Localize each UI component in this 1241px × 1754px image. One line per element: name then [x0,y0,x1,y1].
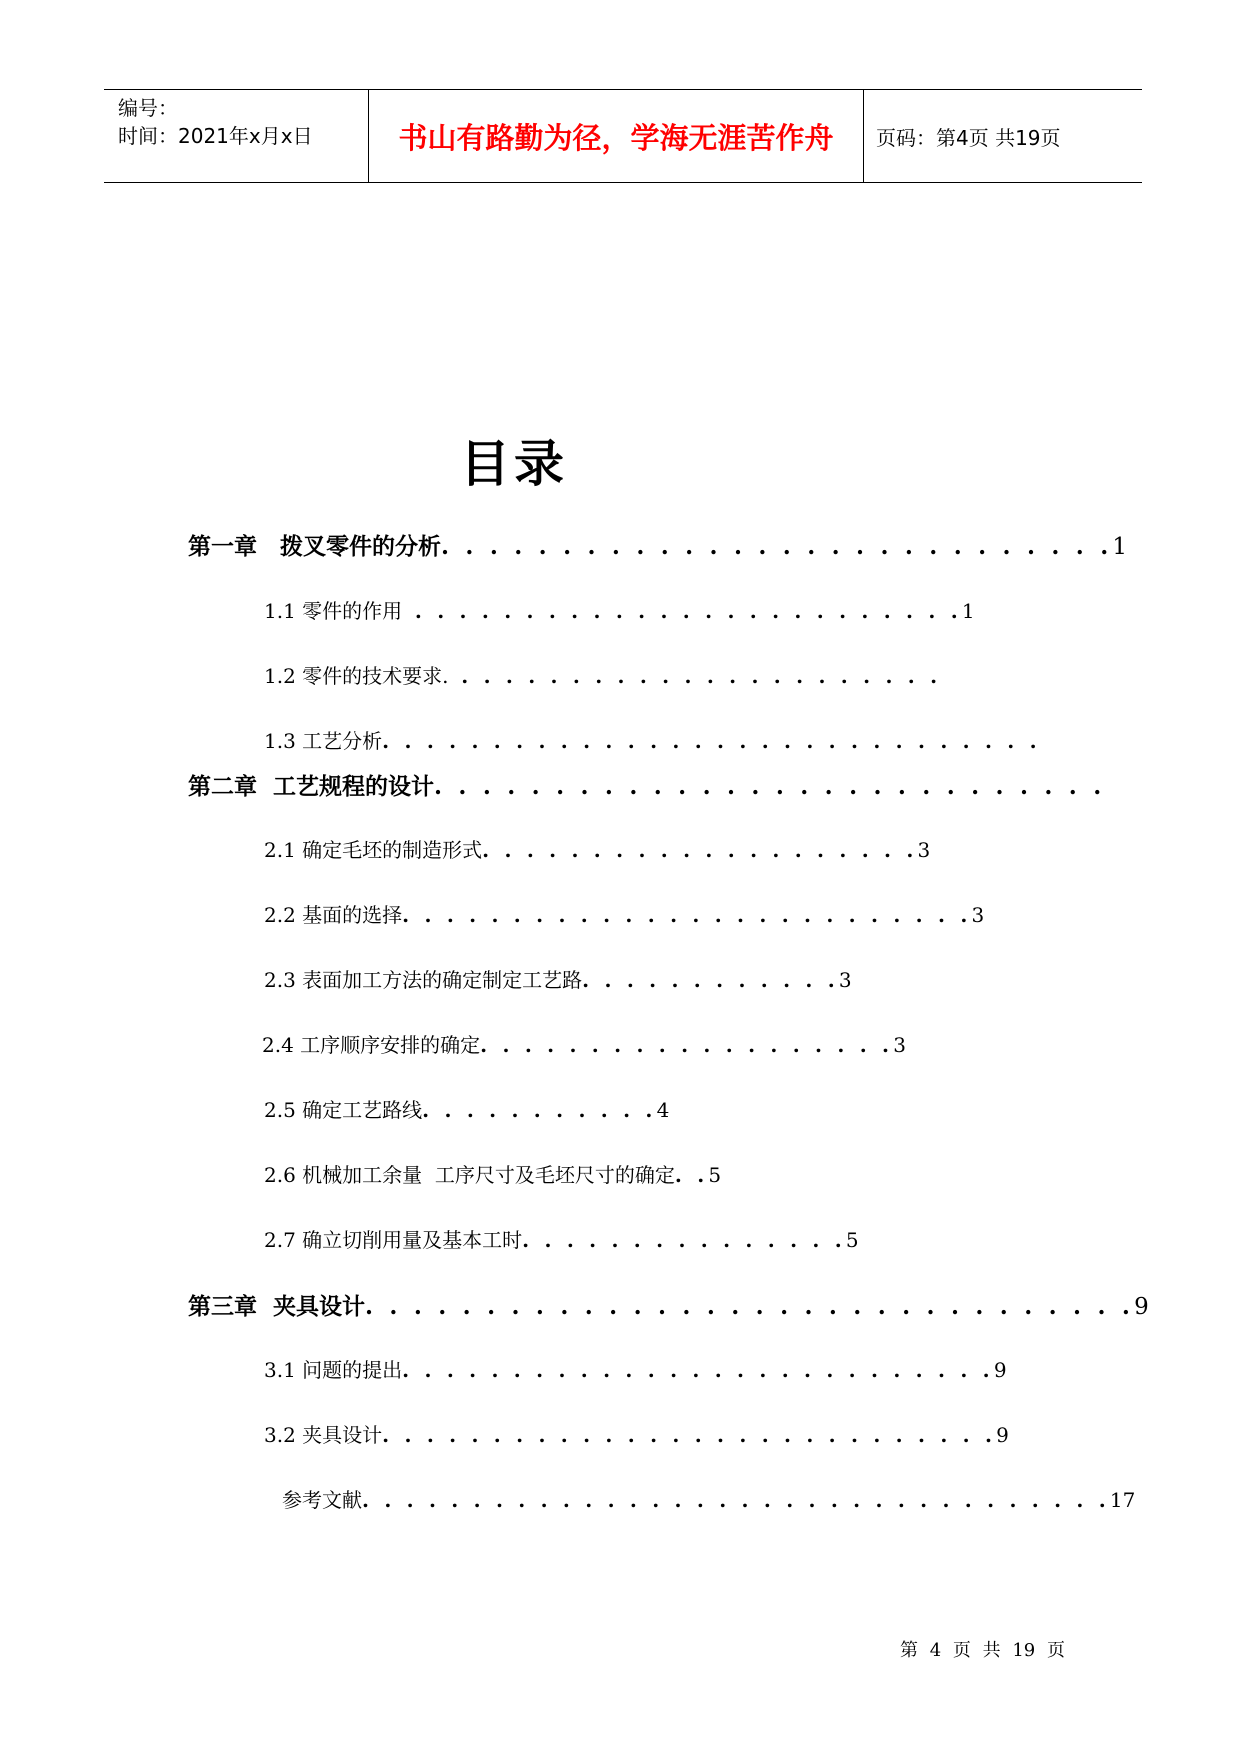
header-motto-cell [369,90,864,182]
toc-entry-leader: . . . . . . . . . . . . . . . . . . . . . . [461,664,942,688]
toc-entry-3-2[interactable] [264,1419,1009,1448]
toc-entry-1-2[interactable] [264,660,941,689]
toc-entry-2-6[interactable] [264,1159,721,1188]
toc-entry-leader: . . . . . . . . . . . . . . . . . . . . . . . . . . . . [434,773,1106,800]
toc-entry-page: 5 [845,1228,859,1252]
toc-entry-leader: . . . . . . . . . . . . . . . . . . . [480,1033,894,1057]
toc-entry-2-5[interactable] [264,1094,669,1123]
toc-entry-label: 第二章 工艺规程的设计 [188,773,435,800]
toc-entry-label: 1.1 零件的作用 [264,599,415,623]
toc-entry-leader: . . . . . . . . . . . . . . . . . . . . . . . . . . . . . . [382,729,1041,753]
toc-entry-page: 3 [838,968,852,992]
toc-entry-label: 第一章 拨叉零件的分析 [188,533,441,560]
toc-entry-references[interactable] [282,1484,1135,1513]
toc-entry-chapter-1[interactable] [188,528,1127,561]
toc-entry-page: 4 [656,1098,670,1122]
toc-entry-leader: . . . . . . . . . . . . . . . . . . . . . . . . . . . . . . . . . . [362,1488,1110,1512]
toc-entry-page: 9 [996,1423,1009,1447]
toc-entry-label: 2.5 确定工艺路线 [264,1098,423,1122]
toc-entry-page: 9 [993,1358,1007,1382]
toc-title: 目录 [460,434,568,493]
toc-entry-leader: . . . . . . . . . . . . . . . . . . . . . . . . . . . [402,1358,994,1382]
toc-entry-leader: . . . . . . . . . . . . . . . . . . . . . . . . . . . . [382,1423,997,1447]
number-label: 编号： [118,96,178,120]
toc-entry-2-1[interactable] [264,834,930,863]
header-meta [104,90,369,182]
toc-entry-2-7[interactable] [264,1224,859,1253]
toc-entry-label: 1.3 工艺分析 [264,729,383,753]
toc-entry-page: 9 [1134,1294,1149,1320]
toc-entry-1-1[interactable] [264,595,975,624]
page-footer: 第 4 页 共 19 页 [900,1640,1065,1661]
toc-entry-chapter-2[interactable] [188,768,1105,801]
toc-entry-label: 3.1 问题的提出 [264,1358,403,1382]
toc-entry-page: 3 [893,1033,906,1057]
toc-entry-1-3[interactable] [264,725,1041,754]
toc-entry-page: 3 [917,838,931,862]
toc-entry-label: 1.2 零件的技术要求. [264,664,462,688]
header-page-info: 页码：第4页 共19页 [876,125,1061,150]
toc-entry-leader: . . . . . . . . . . . . [582,968,839,992]
toc-entry-page: 1 [961,599,975,623]
toc-entry-label: 2.6 机械加工余量 工序尺寸及毛坯尺寸的确定 [264,1163,675,1187]
toc-entry-page: 5 [708,1163,722,1187]
toc-entry-label: 第三章 夹具设计 [188,1293,366,1320]
toc-entry-2-2[interactable] [264,899,984,928]
toc-entry-2-3[interactable] [264,964,852,993]
page-header [104,89,1142,183]
toc-entry-leader: . . . . . . . . . . . . . . . . . . . . . . . . . . . . [441,533,1113,560]
toc-entry-label: 2.3 表面加工方法的确定制定工艺路 [264,968,583,992]
toc-entry-chapter-3[interactable] [188,1288,1149,1321]
toc-entry-3-1[interactable] [264,1354,1007,1383]
toc-entry-label: 2.1 确定毛坯的制造形式 [264,838,483,862]
toc-entry-label: 3.2 夹具设计 [264,1423,383,1447]
toc-entry-label: 2.7 确立切削用量及基本工时 [264,1228,523,1252]
toc-entry-page: 3 [971,903,985,927]
toc-entry-label: 参考文献 [282,1488,362,1512]
toc-entry-leader: . . . . . . . . . . . . . . . . . . . . [482,838,918,862]
toc-entry-page: 17 [1109,1488,1136,1512]
motto: 书山有路勤为径，学海无涯苦作舟 [398,120,834,155]
toc-entry-leader: . . . . . . . . . . . . . . . [522,1228,846,1252]
toc-entry-page: 1 [1112,534,1128,560]
toc-entry-leader: . . [674,1163,709,1187]
toc-entry-leader: . . . . . . . . . . . [422,1098,657,1122]
toc-entry-label: 2.2 基面的选择 [264,903,403,927]
toc-entry-leader: . . . . . . . . . . . . . . . . . . . . . . . . . [414,599,962,623]
toc-entry-leader: . . . . . . . . . . . . . . . . . . . . . . . . . . [402,903,972,927]
time-label: 时间：2021年x月x日 [118,124,313,148]
toc-entry-label: 2.4 工序顺序安排的确定 [262,1033,481,1057]
toc-entry-leader: . . . . . . . . . . . . . . . . . . . . . . . . . . . . . . . . [365,1293,1135,1320]
toc-entry-2-4[interactable] [262,1029,906,1058]
